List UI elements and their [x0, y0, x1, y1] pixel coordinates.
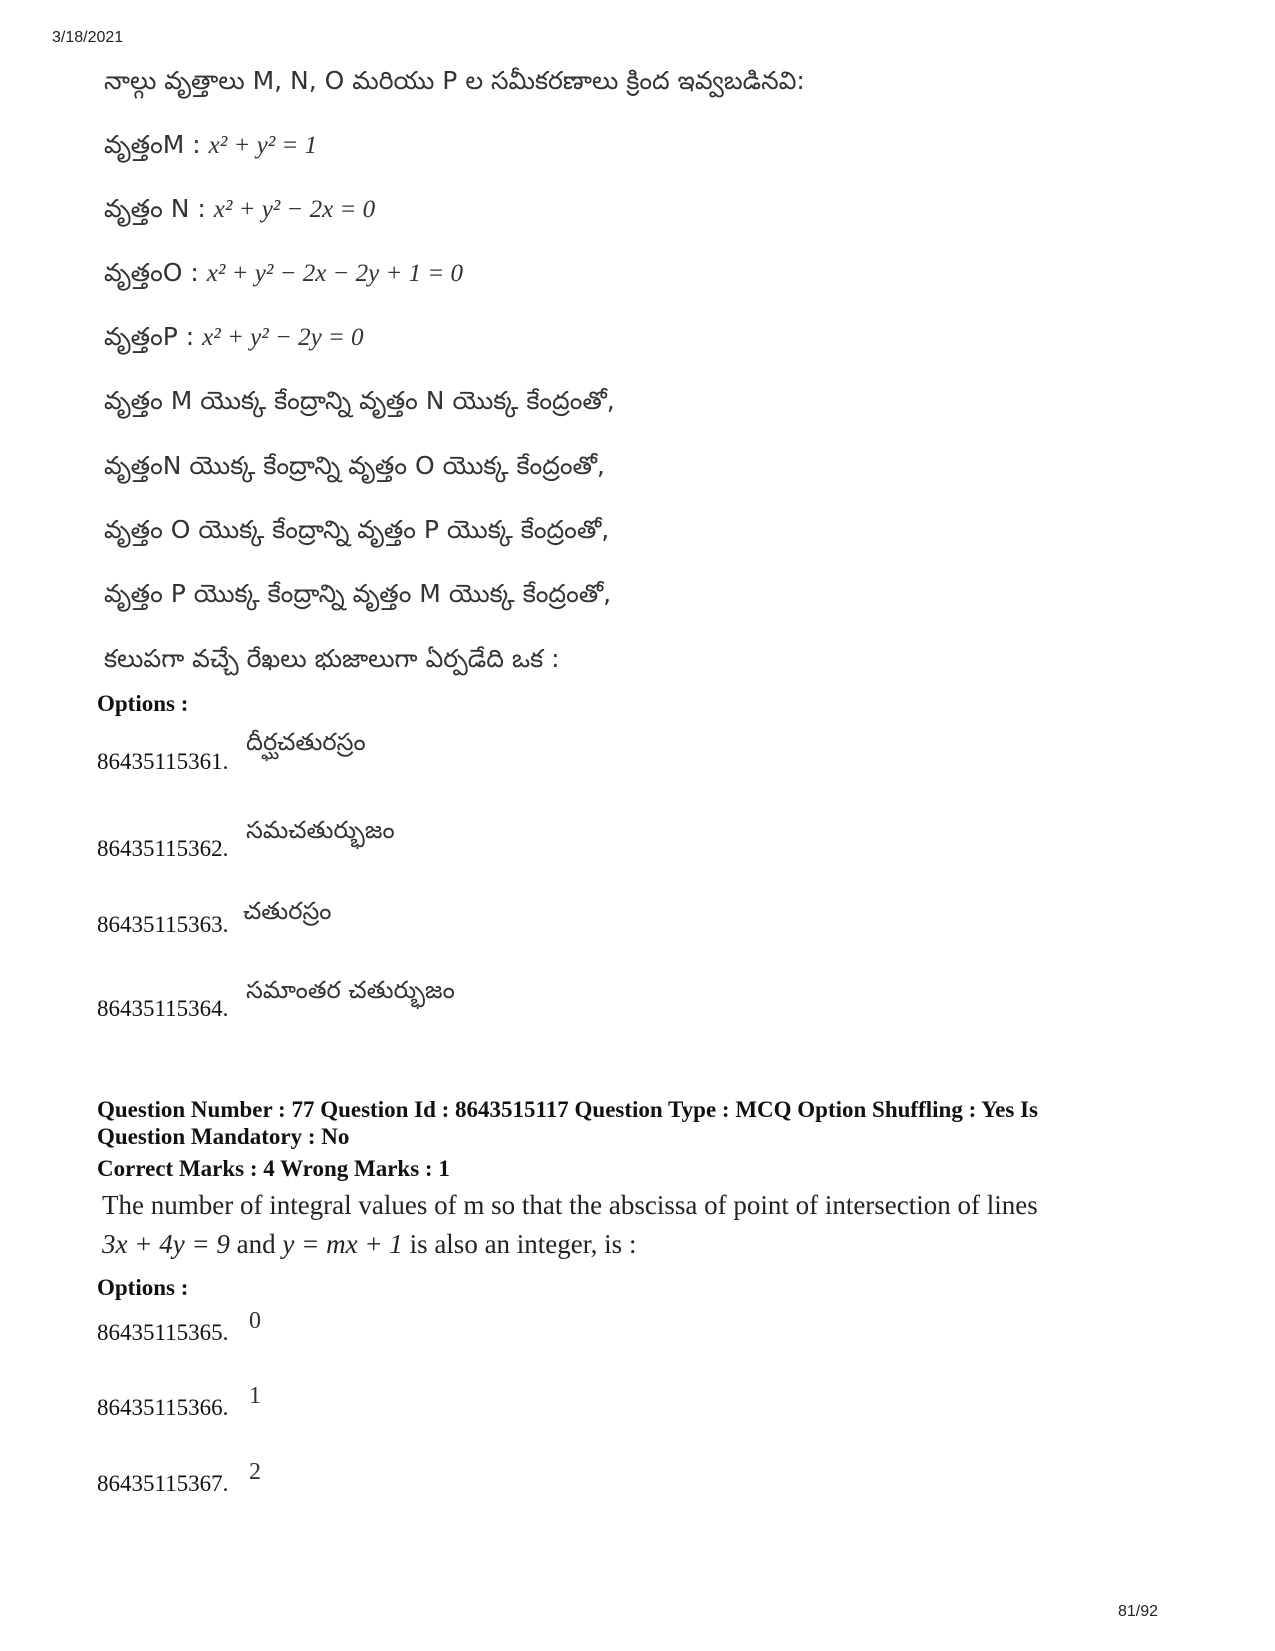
question-line: వృత్తంN యొక్క కేంద్రాన్ని వృత్తం O యొక్క కేంద్రంతో,	[104, 451, 605, 480]
question-line: వృత్తం P యొక్క కేంద్రాన్ని వృత్తం M యొక్క కేంద్రంతో,	[104, 579, 612, 608]
question-text: The number of integral values of m so that the abscissa of point of intersection of lines	[102, 1190, 1038, 1220]
option-text: 1	[249, 1383, 261, 1409]
option-id: 86435115362.	[97, 836, 229, 861]
equation: x² + y² − 2y = 0	[202, 324, 364, 351]
equation: x² + y² − 2x − 2y + 1 = 0	[206, 260, 464, 287]
option-id: 86435115364.	[97, 996, 229, 1021]
equation: x² + y² = 1	[208, 132, 318, 159]
equation: y = mx + 1	[282, 1229, 403, 1259]
question-line: వృత్తం M యొక్క కేంద్రాన్ని వృత్తం N యొక్క కేంద్రంతో,	[104, 386, 615, 415]
circle-label: వృత్తంP :	[104, 322, 203, 351]
circle-label: వృత్తంO :	[104, 258, 207, 287]
option-text: దీర్ఘచతురస్రం	[246, 728, 366, 756]
circle-m-equation	[104, 130, 317, 166]
text: is also an integer, is :	[402, 1229, 637, 1259]
question-meta: Question Mandatory : No	[97, 1124, 350, 1149]
circle-n-equation	[104, 194, 375, 230]
circle-p-equation	[104, 322, 364, 358]
options-label: Options :	[97, 1275, 189, 1300]
option-id: 86435115366.	[97, 1395, 229, 1420]
question-meta: Question Number : 77 Question Id : 8643515117 Question Type : MCQ Option Shuffling : Yes Is	[97, 1097, 1038, 1122]
option-text: 0	[249, 1308, 261, 1334]
option-text: 2	[249, 1459, 261, 1485]
equation: 3x + 4y = 9	[102, 1229, 230, 1259]
circle-o-equation	[104, 258, 463, 294]
print-date: 3/18/2021	[52, 29, 124, 46]
circle-label: వృత్తం N :	[104, 194, 214, 223]
text: and	[229, 1229, 283, 1259]
options-label: Options :	[97, 691, 189, 716]
question-marks: Correct Marks : 4 Wrong Marks : 1	[97, 1156, 450, 1181]
option-text: సమాంతర చతుర్భుజం	[246, 976, 455, 1004]
question-line: వృత్తం O యొక్క కేంద్రాన్ని వృత్తం P యొక్క కేంద్రంతో,	[104, 515, 610, 544]
equation: x² + y² − 2x = 0	[213, 196, 376, 223]
question-text-line2	[102, 1229, 636, 1260]
option-text: సమచతుర్భుజం	[246, 816, 395, 844]
option-id: 86435115363.	[97, 912, 229, 937]
option-id: 86435115361.	[97, 749, 229, 774]
question-intro: నాల్గు వృత్తాలు M, N, O మరియు P ల సమీకరణాలు క్రింద ఇవ్వబడినవి:	[104, 66, 805, 95]
page-number: 81/92	[1118, 1603, 1159, 1620]
circle-label: వృత్తంM :	[104, 130, 209, 159]
option-id: 86435115365.	[97, 1320, 229, 1345]
option-text: చతురస్రం	[243, 897, 332, 925]
question-line: కలుపగా వచ్చే రేఖలు భుజాలుగా ఏర్పడేది ఒక :	[104, 644, 560, 673]
option-id: 86435115367.	[97, 1471, 229, 1496]
